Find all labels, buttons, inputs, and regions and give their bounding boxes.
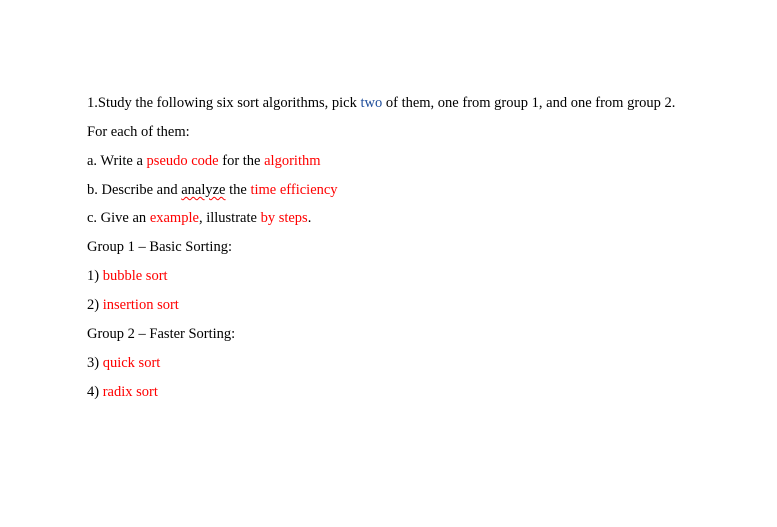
- text-run: the: [225, 182, 251, 198]
- group-1-heading: [87, 238, 232, 256]
- group-2-heading: [87, 325, 235, 343]
- task-a-line: [87, 152, 321, 170]
- list-item-bubble-sort: [87, 267, 168, 285]
- spellcheck-marked-word[interactable]: analyze: [181, 182, 226, 198]
- text-run: for the: [218, 153, 265, 169]
- instruction-line-1: [87, 94, 675, 112]
- text-run-red: by steps: [260, 210, 308, 226]
- text-run-blue: two: [360, 95, 383, 111]
- text-run: c. Give an: [87, 210, 150, 226]
- text-run: b. Describe and: [87, 182, 182, 198]
- text-run-red: time efficiency: [250, 182, 338, 198]
- text-run: Group 2 – Faster Sorting:: [87, 326, 236, 342]
- list-number: 3): [87, 355, 103, 371]
- list-item-radix-sort: [87, 383, 158, 401]
- list-item-quick-sort: [87, 354, 160, 372]
- text-run-red: example: [149, 210, 199, 226]
- algorithm-name: radix sort: [102, 384, 158, 400]
- algorithm-name: quick sort: [102, 355, 161, 371]
- text-run-red: pseudo code: [146, 153, 219, 169]
- algorithm-name: insertion sort: [102, 297, 179, 313]
- text-run: , illustrate: [198, 210, 261, 226]
- list-item-insertion-sort: [87, 296, 179, 314]
- instruction-line-2: [87, 123, 190, 141]
- text-run: .: [307, 210, 312, 226]
- list-number: 4): [87, 384, 103, 400]
- task-c-line: [87, 209, 311, 227]
- text-run: 1.Study the following six sort algorithms, pick: [87, 95, 361, 111]
- text-run: a. Write a: [87, 153, 147, 169]
- text-run-red: algorithm: [264, 153, 321, 169]
- list-number: 2): [87, 297, 103, 313]
- text-run: of them, one from group 1, and one from group 2.: [382, 95, 676, 111]
- algorithm-name: bubble sort: [102, 268, 168, 284]
- text-run: For each of them:: [87, 124, 190, 140]
- list-number: 1): [87, 268, 103, 284]
- task-b-line: [87, 181, 338, 199]
- text-run: Group 1 – Basic Sorting:: [87, 239, 232, 255]
